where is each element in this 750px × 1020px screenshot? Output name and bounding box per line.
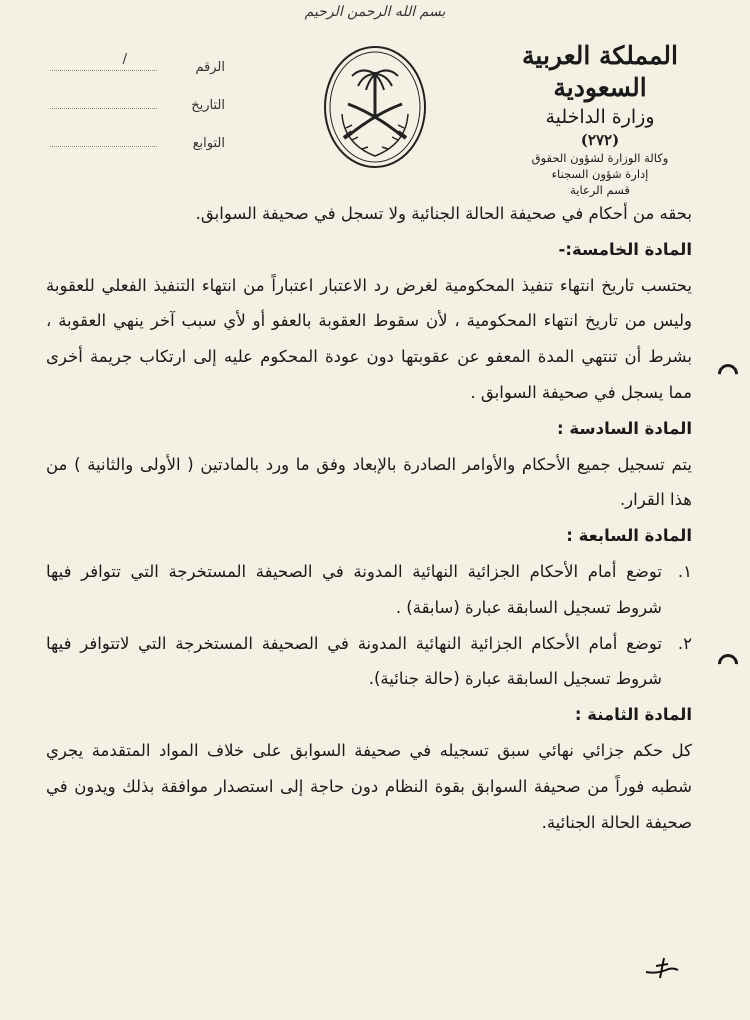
article-8-heading: المادة الثامنة :	[574, 705, 692, 725]
letterhead-right	[490, 40, 710, 198]
list-item	[46, 626, 692, 698]
attachments-field	[50, 132, 225, 170]
number-label: الرقم	[195, 60, 225, 75]
date-label: التاريخ	[191, 98, 225, 113]
attachments-label: التوابع	[192, 136, 225, 151]
ministry-name: وزارة الداخلية	[545, 106, 655, 128]
article-6-text: يتم تسجيل جميع الأحكام والأوامر الصادرة بالإبعاد وفق ما ورد بالمادتين ( الأولى والثانية ) من هذا القرار.	[46, 454, 692, 510]
number-slash: /	[122, 52, 127, 67]
list-item-number: ٢.	[677, 633, 692, 653]
binder-hole-icon	[714, 650, 742, 678]
article-7-heading: المادة السابعة :	[566, 526, 692, 546]
article-6-heading: المادة السادسة :	[557, 418, 692, 438]
article-8-text: كل حكم جزائي نهائي سبق تسجيله في صحيفة السوابق على خلاف المواد المتقدمة يجري شطبه فوراً من صحيفة السوابق بقوة النظام دون حاجة إلى استصدار موافقة بذلك ويدون في صحيفة الحالة الجنائية.	[46, 740, 692, 832]
article-5-heading: المادة الخامسة:-	[558, 239, 692, 259]
list-item-text: توضع أمام الأحكام الجزائية النهائية المدونة في الصحيفة المستخرجة التي تتوافر فيها شروط تسجيل السابقة عبارة (سابقة) .	[46, 561, 662, 617]
administration-name: إدارة شؤون السجناء	[551, 167, 649, 181]
reference-number: (٢٧٢)	[580, 131, 620, 149]
letterhead-left	[50, 52, 225, 170]
intro-paragraph: بحقه من أحكام في صحيفة الحالة الجنائية ولا تسجل في صحيفة السوابق.	[195, 204, 692, 223]
number-field	[50, 52, 225, 94]
article-5-text: يحتسب تاريخ انتهاء تنفيذ المحكومية لغرض رد الاعتبار اعتباراً من انتهاء التنفيذ الفعلي للعقوبة وليس من تاريخ انتهاء المحكومية ، لأن سقوط العقوبة بالعفو أو لأي سبب آخر ينهي العقوبة ، بشرط أن تنتهي المدة المعفو عن عقوبتها دون عودة المحكوم عليه إلى ارتكاب جريمة أخرى مما يسجل في صحيفة السوابق .	[46, 275, 692, 402]
agency-name: وكالة الوزارة لشؤون الحقوق	[531, 151, 669, 165]
list-item-number: ١.	[677, 561, 692, 581]
initials-signature-icon	[642, 954, 682, 982]
document-body	[46, 196, 692, 840]
basmala: بسم الله الرحمن الرحيم	[304, 4, 446, 20]
kingdom-name: المملكة العربية السعودية	[522, 41, 678, 102]
saudi-emblem-icon	[322, 44, 428, 170]
section-name: قسم الرعاية	[570, 183, 630, 197]
binder-hole-icon	[714, 360, 742, 388]
list-item-text: توضع أمام الأحكام الجزائية النهائية المدونة في الصحيفة المستخرجة التي لاتتوافر فيها شروط تسجيل السابقة عبارة (حالة جنائية).	[46, 633, 662, 689]
date-field	[50, 94, 225, 132]
list-item	[46, 554, 692, 626]
